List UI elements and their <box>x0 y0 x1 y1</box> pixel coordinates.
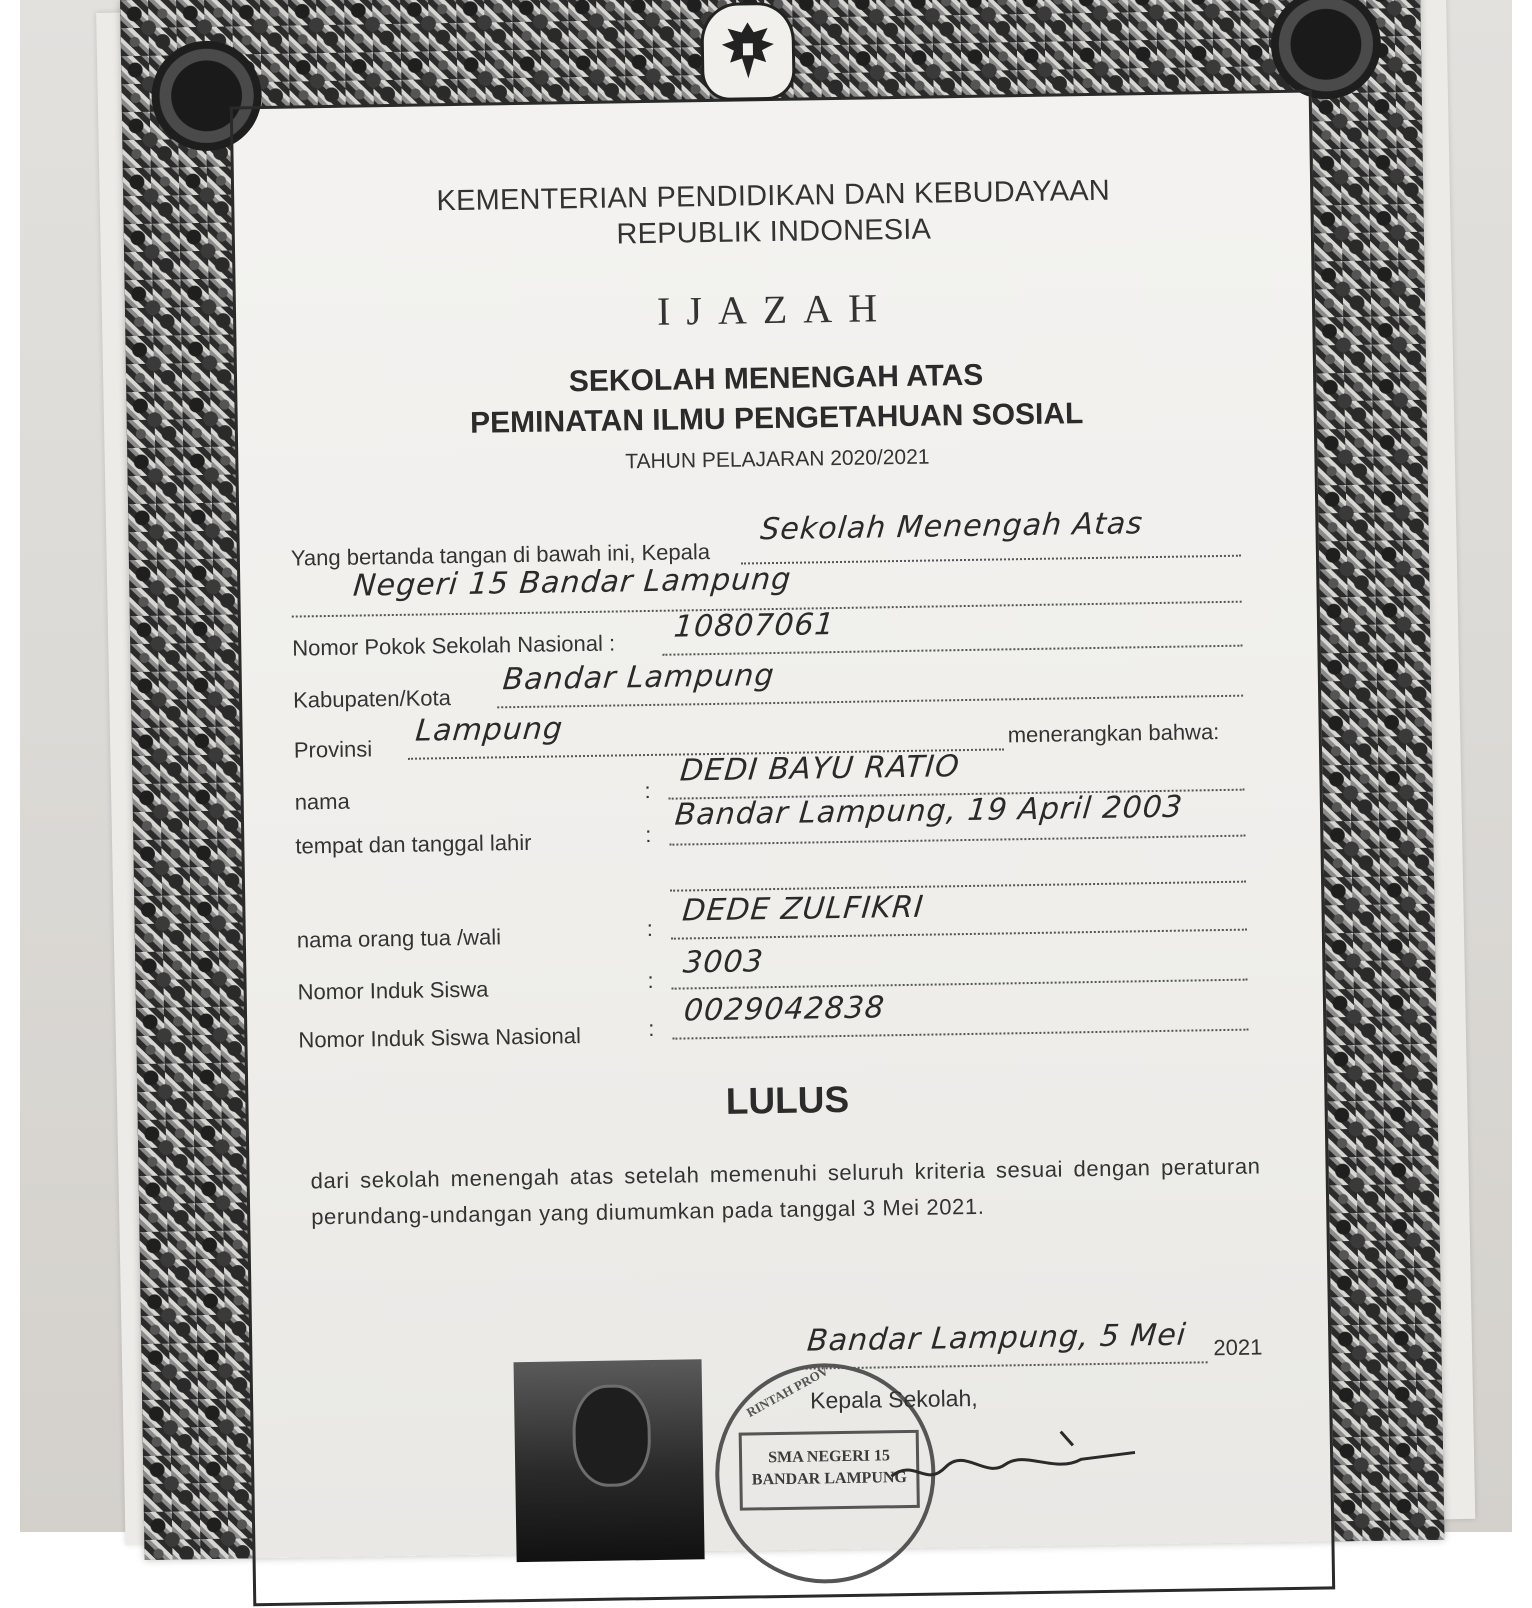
stamp-line-1: SMA NEGERI 15 <box>768 1447 891 1467</box>
colon: : <box>647 967 654 994</box>
dotted-line <box>798 1361 1208 1369</box>
ministry-line-1: KEMENTERIAN PENDIDIKAN DAN KEBUDAYAAN <box>436 174 1111 218</box>
name-value: DEDI BAYU RATIO <box>678 749 962 789</box>
birth-label: tempat dan tanggal lahir <box>295 829 532 859</box>
birth-value: Bandar Lampung, 19 April 2003 <box>673 789 1185 833</box>
province-value: Lampung <box>414 711 565 749</box>
signature-year: 2021 <box>1213 1334 1263 1361</box>
colon: : <box>644 777 651 804</box>
stamp-arc-text: RINTAH PROV <box>743 1362 831 1421</box>
statement-paragraph: dari sekolah menengah atas setelah memenuhi seluruh kriteria sesuai dengan peraturan perundang-undangan yang diumumkan pada tanggal 3 Mei 2021. <box>310 1153 1261 1230</box>
nisn-value: 0029042838 <box>682 990 887 1029</box>
parent-value: DEDE ZULFIKRI <box>680 889 926 929</box>
nis-label: Nomor Induk Siswa <box>297 976 489 1005</box>
colon: : <box>648 1015 655 1042</box>
head-intro-label: Yang bertanda tangan di bawah ini, Kepala <box>290 539 711 571</box>
npsn-label: Nomor Pokok Sekolah Nasional : <box>292 630 616 661</box>
signature-place-date: Bandar Lampung, 5 Mei <box>805 1317 1188 1359</box>
city-label: Kabupaten/Kota <box>292 685 452 713</box>
name-label: nama <box>294 788 350 815</box>
academic-year: TAHUN PELAJARAN 2020/2021 <box>625 445 930 474</box>
major: PEMINATAN ILMU PENGETAHUAN SOSIAL <box>469 397 1084 440</box>
city-value: Bandar Lampung <box>501 657 777 698</box>
ministry-line-2: REPUBLIK INDONESIA <box>616 213 932 251</box>
dotted-line <box>670 881 1246 892</box>
province-label: Provinsi <box>293 736 373 763</box>
states-label: menerangkan bahwa: <box>1007 719 1220 748</box>
ministry-heading <box>123 168 1424 260</box>
colon: : <box>645 821 652 848</box>
certificate-title: IJAZAH <box>656 285 894 334</box>
result-lulus: LULUS <box>725 1078 850 1122</box>
signature-role: Kepala Sekolah, <box>809 1384 978 1414</box>
head-school-line-1: Sekolah Menengah Atas <box>758 506 1145 548</box>
head-school-line-2: Negeri 15 Bandar Lampung <box>351 561 793 604</box>
stamp-line-2: BANDAR LAMPUNG <box>751 1469 908 1489</box>
handwritten-signature <box>885 1424 1146 1508</box>
colon: : <box>646 915 654 942</box>
certificate-paper <box>120 0 1444 1560</box>
nisn-label: Nomor Induk Siswa Nasional <box>298 1023 582 1053</box>
certificate-content <box>120 0 1444 1560</box>
nis-value: 3003 <box>681 944 766 981</box>
school-type: SEKOLAH MENENGAH ATAS <box>568 358 984 399</box>
npsn-value: 10807061 <box>672 607 837 645</box>
portrait-face <box>572 1384 652 1487</box>
parent-label: nama orang tua /wali <box>296 924 502 953</box>
